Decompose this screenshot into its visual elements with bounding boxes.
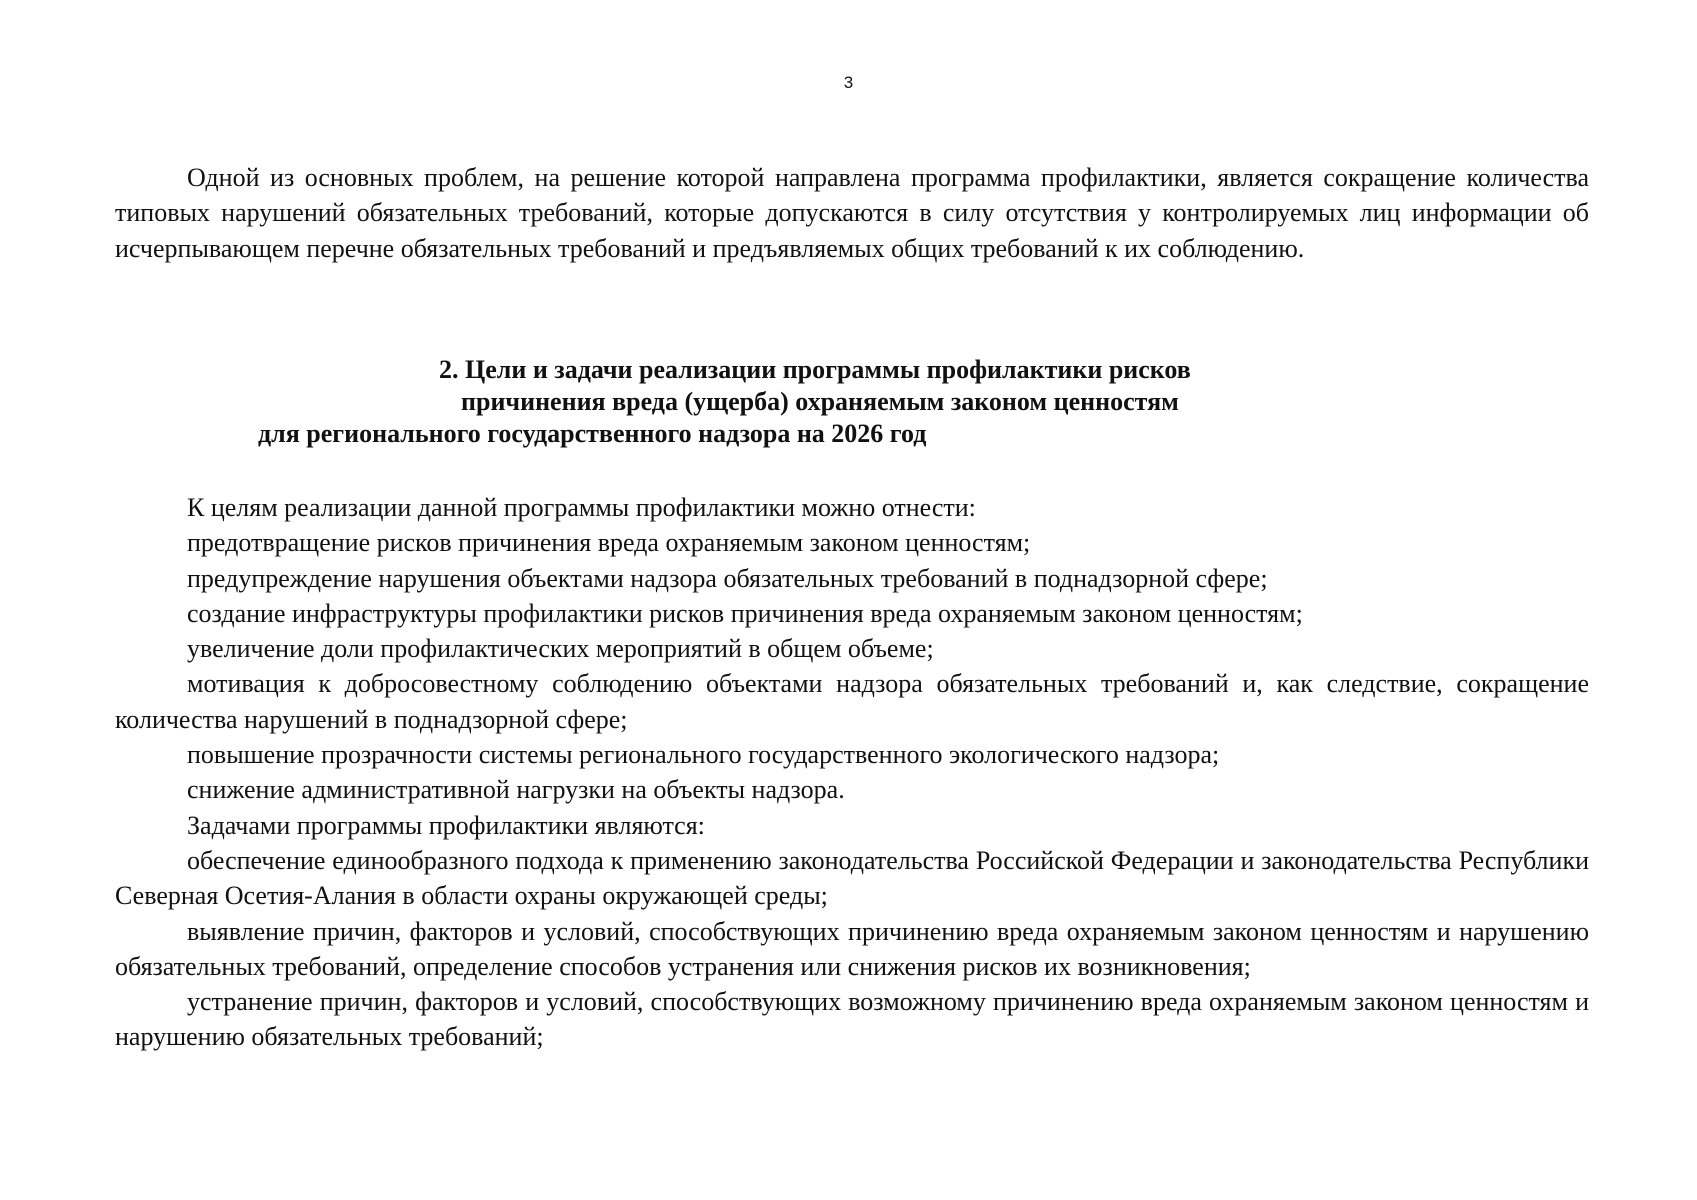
task-item: устранение причин, факторов и условий, способствующих возможному причинению вреда охраняемым законом ценностям и нарушению обязательных требований; xyxy=(115,987,1589,1052)
tasks-intro-paragraph: Задачами программы профилактики являются: xyxy=(187,810,705,840)
section-heading-line-1: 2. Цели и задачи реализации программы профилактики рисков xyxy=(439,355,1191,384)
task-item: обеспечение единообразного подхода к применению законодательства Российской Федерации и законодательства Республики Северная Осетия-Алания в области охраны окружающей среды; xyxy=(115,845,1589,911)
goal-item: увеличение доли профилактических мероприятий в общем объеме; xyxy=(187,634,934,664)
goal-item: снижение административной нагрузки на объекты надзора. xyxy=(187,775,845,805)
goal-item: повышение прозрачности системы регионального государственного экологического надзора; xyxy=(187,740,1220,770)
task-item: выявление причин, факторов и условий, способствующих причинению вреда охраняемым законом ценностям и нарушению обязательных требований, определение способов устранения или снижения рисков их возникновения; xyxy=(115,916,1589,981)
intro-section xyxy=(115,160,1589,266)
section-heading-line-2: причинения вреда (ущерба) охраняемым законом ценностям xyxy=(461,387,1179,416)
goal-item: мотивация к добросовестному соблюдению объектами надзора обязательных требований и, как следствие, сокращение количества нарушений в поднадзорной сфере; xyxy=(115,669,1589,734)
intro-paragraph: Одной из основных проблем, на решение которой направлена программа профилактики, является сокращение количества типовых нарушений обязательных требований, которые допускаются в силу отсутствия у контролируемых лиц информации об исчерпывающем перечне обязательных требований и предъявляемых общих требований к их соблюдению. xyxy=(115,163,1589,263)
goal-item: создание инфраструктуры профилактики рисков причинения вреда охраняемым законом ценностям; xyxy=(187,598,1303,628)
goals-and-tasks-list xyxy=(115,490,1589,1055)
goal-item: предупреждение нарушения объектами надзора обязательных требований в поднадзорной сфере; xyxy=(187,563,1268,593)
goal-item: предотвращение рисков причинения вреда охраняемым законом ценностям; xyxy=(187,528,1031,558)
page-number: 3 xyxy=(843,73,854,92)
goals-intro-paragraph: К целям реализации данной программы профилактики можно отнести: xyxy=(187,493,976,522)
section-heading-line-3: для регионального государственного надзора на 2026 год xyxy=(258,419,927,448)
